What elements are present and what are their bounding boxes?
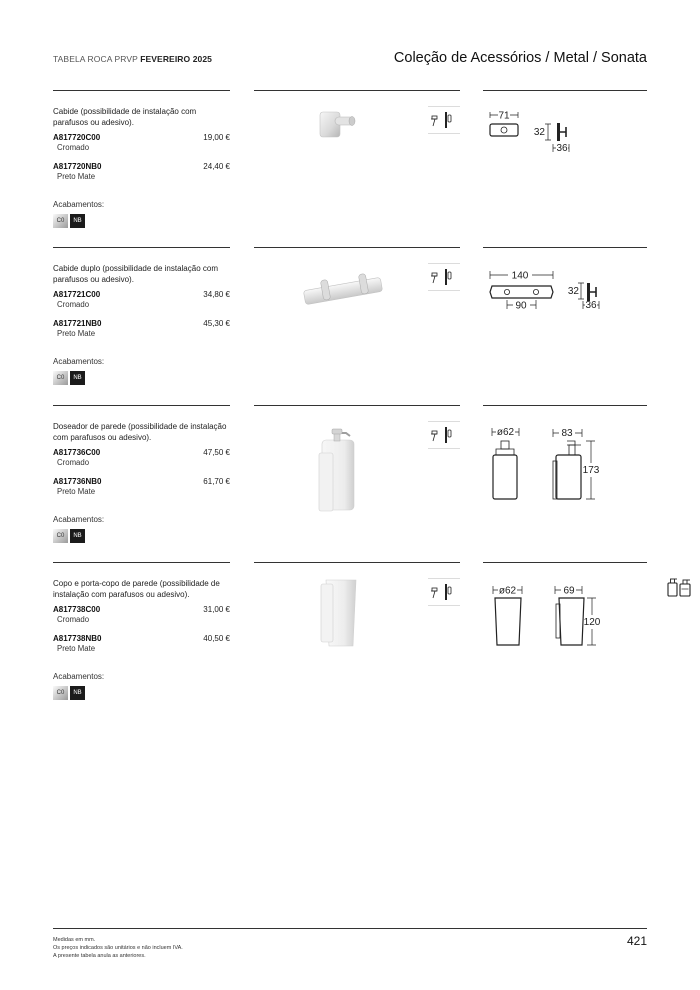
divider [53, 562, 230, 563]
mounting-type-icon [428, 106, 460, 134]
divider [53, 405, 230, 406]
product-code: A817736NB0 [53, 477, 102, 486]
swatch-matte-black: NB [70, 686, 85, 700]
dimension-label: 36 [585, 300, 597, 311]
finish-name: Preto Mate [57, 329, 96, 338]
finish-swatches [53, 529, 85, 543]
product-price: 45,30 € [203, 319, 230, 328]
product-section-cabide-duplo [53, 247, 647, 404]
product-code: A817738NB0 [53, 634, 102, 643]
product-section-copo [53, 562, 647, 719]
footer-note: Os preços indicados são unitários e não incluem IVA. [53, 945, 183, 951]
swatch-chrome: C0 [53, 371, 68, 385]
bathroom-accessories-section-icon [666, 575, 692, 597]
dimension-label: 32 [533, 127, 545, 138]
finishes-label: Acabamentos: [53, 357, 105, 366]
finish-name: Cromado [57, 300, 90, 309]
product-price: 19,00 € [203, 133, 230, 142]
dimension-label: 71 [498, 110, 510, 122]
footer-divider [53, 928, 647, 929]
dimension-drawing [483, 562, 647, 719]
dimension-label: 90 [515, 300, 527, 312]
swatch-chrome: C0 [53, 529, 68, 543]
product-description: Cabide (possibilidade de instalação com parafusos ou adesivo). [53, 107, 197, 127]
product-code: A817721NB0 [53, 319, 102, 328]
swatch-matte-black: NB [70, 214, 85, 228]
dimension-drawing [483, 247, 647, 404]
finish-name: Cromado [57, 615, 90, 624]
dimension-label: 83 [561, 428, 573, 439]
finish-swatches [53, 214, 85, 228]
dimension-label: 36 [556, 143, 568, 154]
swatch-chrome: C0 [53, 686, 68, 700]
finish-name: Preto Mate [57, 172, 96, 181]
swatch-chrome: C0 [53, 214, 68, 228]
product-price: 24,40 € [203, 162, 230, 171]
dimension-label: ø62 [496, 427, 515, 438]
finish-name: Preto Mate [57, 487, 96, 496]
dimension-drawing [483, 405, 647, 562]
price-list-label: TABELA ROCA PRVP FEVEREIRO 2025 [53, 54, 213, 64]
dimension-label: 120 [583, 617, 601, 628]
footer-note: A presente tabela anula as anteriores. [53, 953, 146, 959]
page-title: Coleção de Acessórios / Metal / Sonata [393, 50, 647, 66]
footer-note: Medidas em mm. [53, 937, 96, 943]
mounting-type-icon [428, 263, 460, 291]
product-price: 34,80 € [203, 290, 230, 299]
finish-name: Cromado [57, 458, 90, 467]
product-code: A817736C00 [53, 448, 101, 457]
product-price: 47,50 € [203, 448, 230, 457]
product-code: A817720NB0 [53, 162, 102, 171]
mounting-type-icon [428, 578, 460, 606]
product-code: A817738C00 [53, 605, 101, 614]
dimension-label: ø62 [498, 585, 517, 597]
product-section-cabide [53, 90, 647, 247]
finish-swatches [53, 371, 85, 385]
product-price: 31,00 € [203, 605, 230, 614]
product-price: 40,50 € [203, 634, 230, 643]
product-price: 61,70 € [203, 477, 230, 486]
dimension-label: 173 [582, 465, 600, 476]
product-description: Copo e porta-copo de parede (possibilidade de instalação com parafusos ou adesivo). [53, 579, 220, 599]
divider [53, 247, 230, 248]
dimension-label: 140 [511, 270, 529, 282]
mounting-type-icon [428, 421, 460, 449]
page-number: 421 [626, 934, 647, 948]
divider [53, 90, 230, 91]
swatch-matte-black: NB [70, 529, 85, 543]
finishes-label: Acabamentos: [53, 200, 105, 209]
finishes-label: Acabamentos: [53, 672, 105, 681]
product-section-doseador [53, 405, 647, 562]
dimension-label: 32 [567, 286, 579, 297]
swatch-matte-black: NB [70, 371, 85, 385]
product-description: Cabide duplo (possibilidade de instalação com parafusos ou adesivo). [53, 264, 218, 284]
finishes-label: Acabamentos: [53, 515, 105, 524]
product-description: Doseador de parede (possibilidade de instalação com parafusos ou adesivo). [53, 422, 227, 442]
dimension-label: 69 [563, 585, 575, 597]
finish-name: Cromado [57, 143, 90, 152]
finish-name: Preto Mate [57, 644, 96, 653]
product-code: A817721C00 [53, 290, 101, 299]
dimension-drawing [483, 90, 647, 247]
footer-notes [53, 936, 183, 960]
finish-swatches [53, 686, 85, 700]
product-code: A817720C00 [53, 133, 101, 142]
